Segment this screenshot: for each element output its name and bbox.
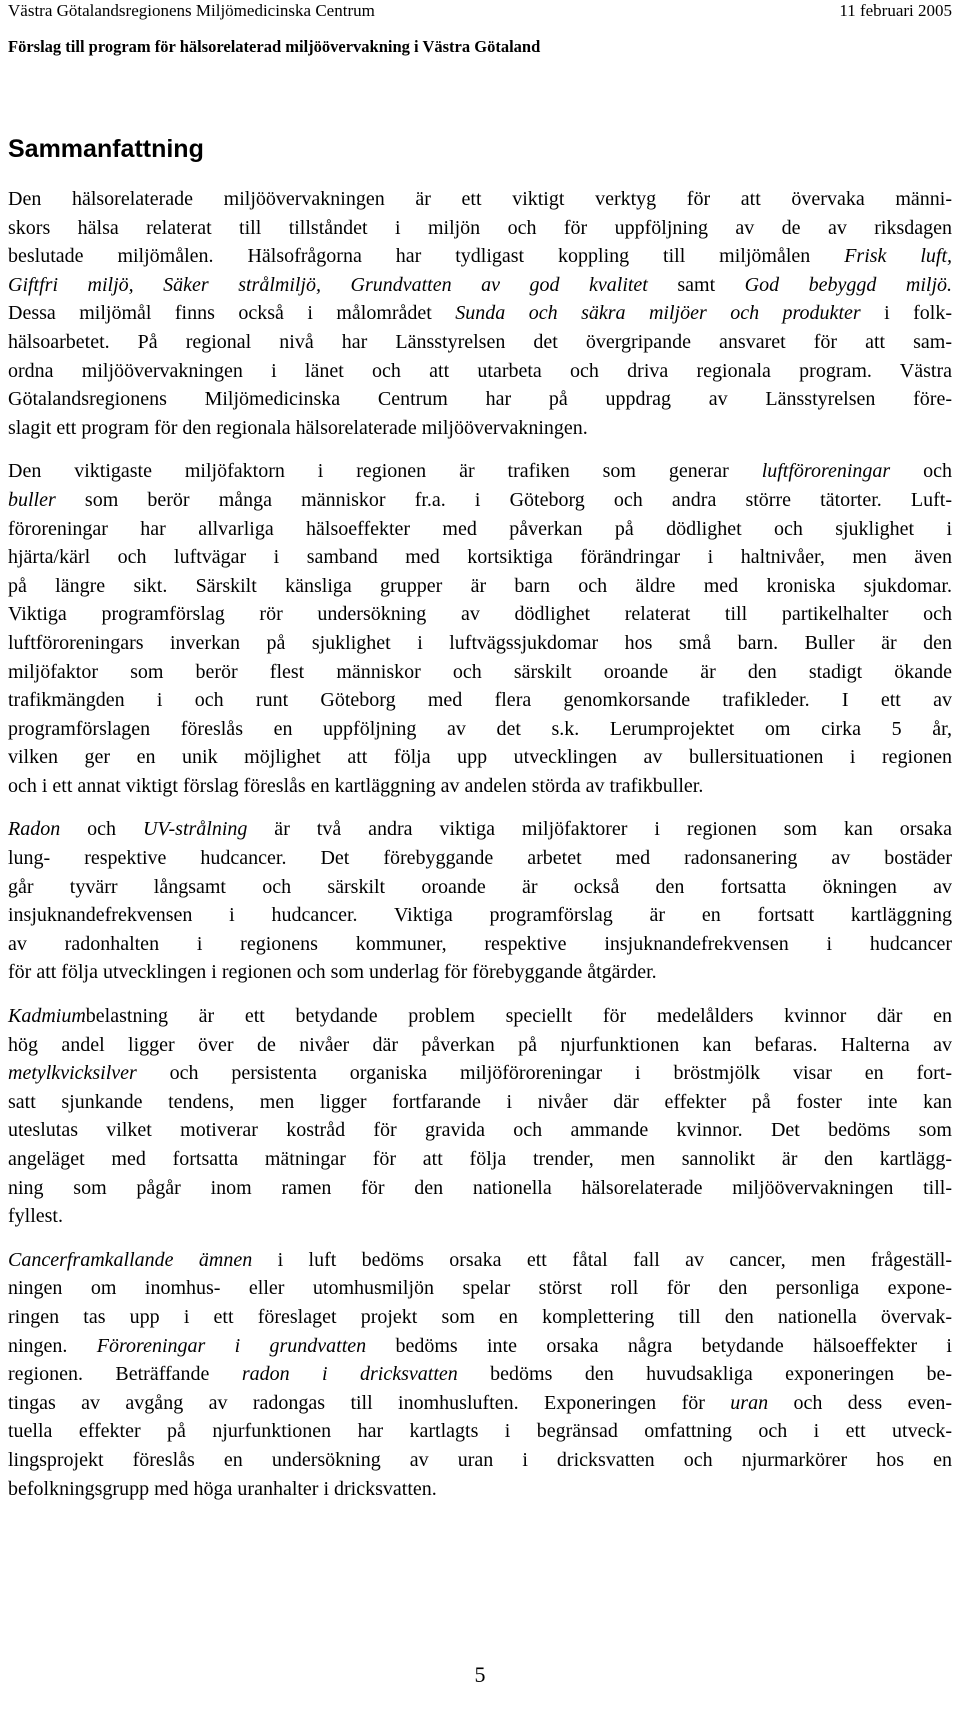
text-line: Götalandsregionens Miljömedicinska Centrum har på uppdrag av Länsstyrelsen före- [8,388,952,411]
paragraph-3 [8,815,952,987]
text-line: skors hälsa relaterat till tillståndet i miljön och för uppföljning av de av riksdagen [8,216,952,239]
text-line: av radonhalten i regionens kommuner, respektive insjuknandefrekvensen i hudcancer [8,932,952,955]
text-line: för att följa utvecklingen i regionen och som underlag för förebyggande åtgärder. [8,961,657,984]
header-top-row [8,0,952,22]
header-organization: Västra Götalandsregionens Miljömedicinska Centrum [8,1,375,20]
text-line: Cancerframkallande ämnen i luft bedöms orsaka ett fåtal fall av cancer, men frågeställ- [8,1248,952,1271]
text-line: buller som berör många människor fr.a. i Göteborg och andra större tätorter. Luft- [8,488,952,511]
text-line: och i ett annat viktigt förslag föreslås en kartläggning av andelen störda av trafikbuller. [8,774,704,797]
text-line: trafikmängden i och runt Göteborg med flera genomkorsande trafikleder. I ett av [8,689,952,712]
text-line: ringen tas upp i ett föreslaget projekt som en komplettering till den nationella övervak- [8,1305,952,1328]
text-line: ningen. Föroreningar i grundvatten bedöms inte orsaka några betydande hälsoeffekter i [8,1334,952,1357]
text-line: regionen. Beträffande radon i dricksvatten bedöms den huvudsakliga exponeringen be- [8,1363,952,1386]
paragraph-1 [8,185,952,442]
header-report-title: Förslag till program för hälsorelaterad miljöövervakning i Västra Götaland [8,37,541,56]
text-line: hög andel ligger över de nivåer där påverkan på njurfunktionen kan befaras. Halterna av [8,1033,952,1056]
text-line: ordna miljöövervakningen i länet och att utarbeta och driva regionala program. Västra [8,359,952,382]
section-heading: Sammanfattning [8,135,204,163]
text-line: Viktiga programförslag rör undersökning av dödlighet relaterat till partikelhalter och [8,603,952,626]
text-line: miljöfaktor som berör flest människor och särskilt oroande är den stadigt ökande [8,660,952,683]
text-line: Dessa miljömål finns också i målområdet Sunda och säkra miljöer och produkter i folk- [8,302,952,325]
text-line: uteslutas vilket motiverar kostråd för gravida och ammande kvinnor. Det bedöms som [8,1119,952,1142]
text-line: Giftfri miljö, Säker strålmiljö, Grundvatten av god kvalitet samt God bebyggd miljö. [8,273,953,296]
text-line: Radon och UV-strålning är två andra viktiga miljöfaktorer i regionen som kan orsaka [8,818,952,841]
text-line: angeläget med fortsatta mätningar för att följa trender, men sannolikt är den kartlägg- [8,1148,952,1170]
text-line: befolkningsgrupp med höga uranhalter i dricksvatten. [8,1477,437,1500]
page-number: 5 [474,1662,486,1687]
paragraph-2 [8,457,952,800]
text-line: satt sjunkande tendens, men ligger fortfarande i nivåer där effekter på foster inte kan [8,1090,952,1113]
text-line: går tyvärr långsamt och särskilt oroande är också den fortsatta ökningen av [8,875,952,898]
text-line: beslutade miljömålen. Hälsofrågorna har tydligast koppling till miljömålen Frisk luft, [8,245,953,268]
text-line: luftföroreningars inverkan på sjuklighet i luftvägssjukdomar hos små barn. Buller är den [8,631,952,654]
text-line: slagit ett program för den regionala hälsorelaterade miljöövervakningen. [8,416,588,439]
text-line: programförslagen föreslås en uppföljning av det s.k. Lerumprojektet om cirka 5 år, [8,717,952,740]
text-line: fyllest. [8,1205,63,1228]
paragraph-4 [8,1002,952,1231]
text-line: ningen om inomhus- eller utomhusmiljön spelar störst roll för den personliga expone- [8,1277,952,1300]
text-line: hälsoarbetet. På regional nivå har Länsstyrelsen det övergripande ansvaret för att sam- [8,330,952,353]
page-header [8,0,952,58]
text-line: föroreningar har allvarliga hälsoeffekter med påverkan på dödlighet och sjuklighet i [8,517,952,540]
text-line: lung- respektive hudcancer. Det förebyggande arbetet med radonsanering av bostäder [8,847,952,870]
paragraph-5 [8,1246,952,1503]
text-line: insjuknandefrekvensen i hudcancer. Viktiga programförslag är en fortsatt kartläggning [8,904,952,927]
text-line: Den hälsorelaterade miljöövervakningen är ett viktigt verktyg för att övervaka männi- [8,188,952,210]
text-line: hjärta/kärl och luftvägar i samband med kortsiktiga förändringar i haltnivåer, men även [8,546,952,569]
text-line: tingas av avgång av radongas till inomhusluften. Exponeringen för uran och dess even- [8,1391,953,1414]
text-line: tuella effekter på njurfunktionen har kartlagts i begränsad omfattning och i ett utveck- [8,1420,952,1443]
text-line: lingsprojekt föreslås en undersökning av uran i dricksvatten och njurmarkörer hos en [8,1448,952,1471]
text-line: Den viktigaste miljöfaktorn i regionen är trafiken som generar luftföroreningar och [8,460,952,483]
text-line: metylkvicksilver och persistenta organiska miljöföroreningar i bröstmjölk visar en fort- [8,1062,952,1085]
text-line: vilken ger en unik möjlighet att följa upp utvecklingen av bullersituationen i regionen [8,746,952,769]
text-line: på längre sikt. Särskilt känsliga grupper är barn och äldre med kroniska sjukdomar. [8,574,952,597]
document-body [8,133,952,1518]
text-line: ning som pågår inom ramen för den nationella hälsorelaterade miljöövervakningen till- [8,1176,952,1199]
text-line: Kadmiumbelastning är ett betydande problem speciellt för medelålders kvinnor där en [8,1005,952,1028]
header-date: 11 februari 2005 [839,1,952,20]
